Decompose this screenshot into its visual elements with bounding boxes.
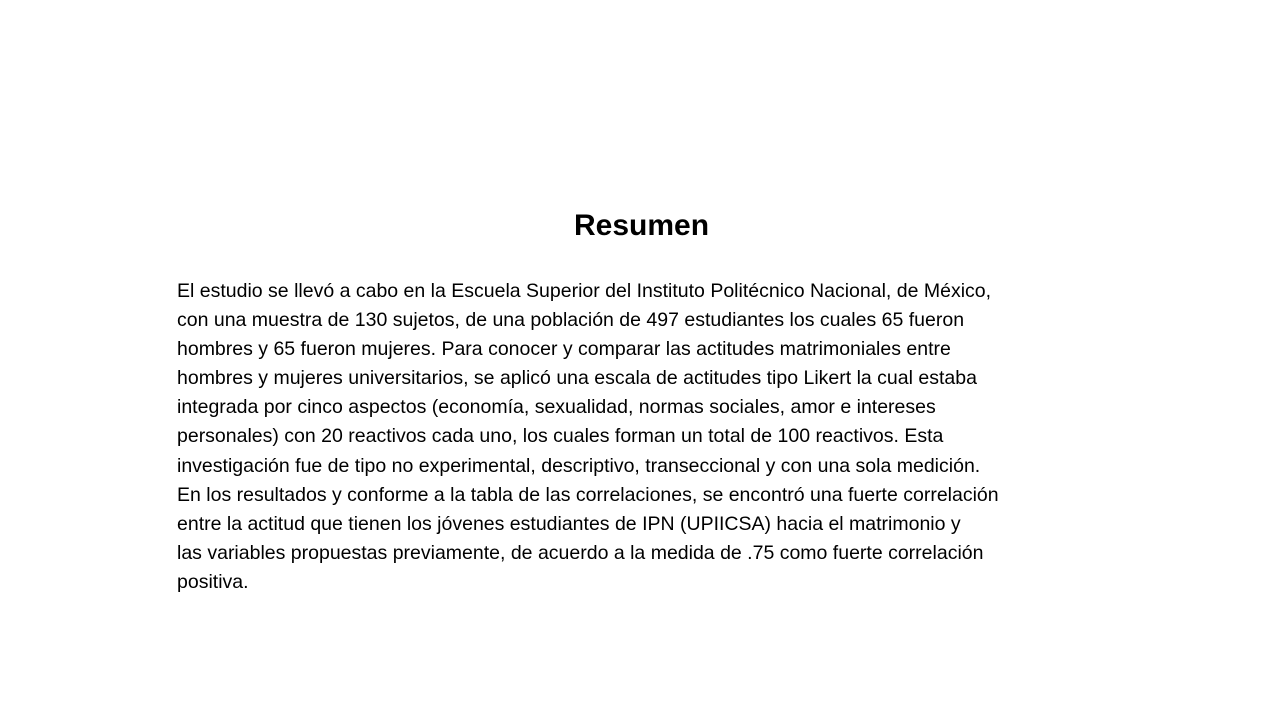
- abstract-paragraph: [177, 277, 1107, 597]
- paragraph-line: integrada por cinco aspectos (economía, sexualidad, normas sociales, amor e intereses: [177, 396, 936, 419]
- paragraph-line: hombres y 65 fueron mujeres. Para conocer y comparar las actitudes matrimoniales entre: [177, 338, 951, 361]
- paragraph-line: entre la actitud que tienen los jóvenes estudiantes de IPN (UPIICSA) hacia el matrimonio y: [177, 512, 961, 535]
- paragraph-line: las variables propuestas previamente, de acuerdo a la medida de .75 como fuerte correlación: [177, 541, 984, 564]
- paragraph-line: El estudio se llevó a cabo en la Escuela Superior del Instituto Politécnico Nacional, de México,: [177, 280, 992, 302]
- paragraph-line: con una muestra de 130 sujetos, de una población de 497 estudiantes los cuales 65 fueron: [177, 309, 965, 332]
- slide-title: Resumen: [573, 209, 710, 242]
- paragraph-line: personales) con 20 reactivos cada uno, los cuales forman un total de 100 reactivos. Esta: [177, 425, 944, 448]
- paragraph-line: hombres y mujeres universitarios, se aplicó una escala de actitudes tipo Likert la cual estaba: [177, 367, 977, 390]
- paragraph-line: positiva.: [177, 570, 249, 593]
- paragraph-line: En los resultados y conforme a la tabla de las correlaciones, se encontró una fuerte correlación: [177, 483, 999, 506]
- paragraph-line: investigación fue de tipo no experimental, descriptivo, transeccional y con una sola medición.: [177, 454, 981, 477]
